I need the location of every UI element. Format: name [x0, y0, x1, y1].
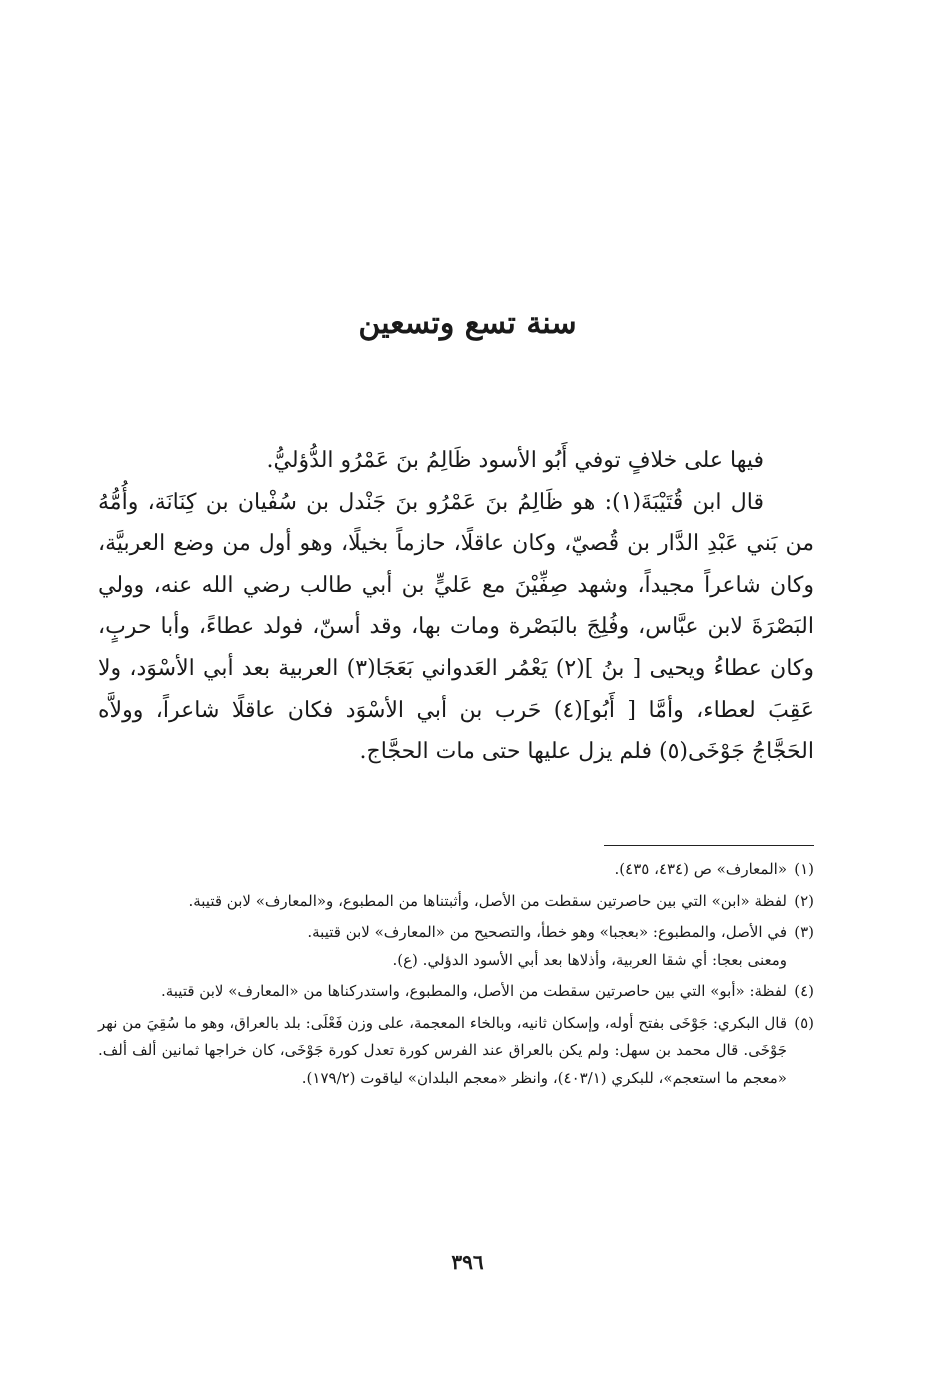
- footnote-4: [98, 978, 814, 1006]
- page-number: ٣٩٦: [451, 1250, 484, 1274]
- footnote-2: [98, 888, 814, 916]
- chapter-title: سنة تسع وتسعين: [358, 306, 577, 341]
- footnote-number: (٣): [794, 923, 814, 941]
- footnote-text: «المعارف» ص (٤٣٤، ٤٣٥).: [614, 860, 787, 878]
- footnote-1: [98, 856, 814, 884]
- footnote-text: في الأصل، والمطبوع: «بعجبا» وهو خطأ، والتصحيح من «المعارف» لابن قتيبة.: [307, 923, 787, 941]
- footnote-text: لفظة «ابن» التي بين حاصرتين سقطت من الأصل، وأثبتناها من المطبوع، و«المعارف» لابن قتيبة.: [188, 891, 787, 910]
- footnotes: [98, 856, 814, 1096]
- footnote-text: لفظة: «أبو» التي بين حاصرتين سقطت من الأصل، والمطبوع، واستدركناها من «المعارف» لابن قتيبة.: [160, 982, 787, 1000]
- footnote-number: (٤): [794, 982, 814, 1000]
- footnote-number: (١): [794, 860, 814, 878]
- footnote-5: [98, 1010, 814, 1093]
- main-text: [98, 440, 814, 773]
- footnote-number: (٥): [794, 1013, 814, 1032]
- paragraph-2: قال ابن قُتَيْبَةَ(١): هو ظَالِمُ بنَ عَمْرُو بنَ جَنْدل بن سُفْيان بن كِنَانَة، وأُمُّهُ من بَني عَبْدِ الدَّار بن قُصيّ، وكان عاقلًا، حازماً بخيلًا، وهو أول من وضع العربيَّة، وكان شاعراً مجيداً، وشهد صِفِّيْنَ مع عَليٍّ بن أبي طالب رضي الله عنه، وولي البَصْرَةَ لابن عبَّاس، وفُلِجَ بالبَصْرة ومات بها، وقد أسنّ، فولد عطاءً، وأبا حربٍ، وكان عطاءُ ويحيى [ بنُ ](٢) يَعْمُر العَدواني بَعَجَا(٣) العربية بعد أبي الأسْوَد، ولا عَقِبَ لعطاء، وأمَّا [ أَبُو](٤) حَرب بن أبي الأسْوَد فكان عاقلًا شاعراً، وولاَّه الحَجَّاجُ جَوْخَى(٥) فلم يزل عليها حتى مات الحجَّاج.: [98, 489, 815, 765]
- footnote-separator: [604, 845, 814, 846]
- paragraph-1: فيها على خلافٍ توفي أَبُو الأسود ظَالِمُ بنَ عَمْرُو الدُّؤليُّ.: [266, 448, 764, 473]
- footnote-number: (٢): [794, 891, 814, 910]
- footnote-note: ومعنى بعجا: أي شقا العربية، وأذلاها بعد أبي الأسود الدؤلي. (ع).: [392, 950, 787, 969]
- footnote-text: قال البكري: جَوْخَى بفتح أوله، وإسكان ثانيه، وبالخاء المعجمة، على وزن فَعْلَى: بلد بالعراق، وهو ما سُقِيَ من نهر جَوْخَى. قال محمد بن سهل: ولم يكن بالعراق عند الفرس كورة تعدل كورة جَوْخَى، كان خراجها ثمانين ألف ألف. «معجم ما استعجم»، للبكري (٤٠٣/١)، وانظر «معجم البلدان» لياقوت (١٧٩/٢).: [98, 1013, 787, 1087]
- footnote-3: [98, 919, 814, 974]
